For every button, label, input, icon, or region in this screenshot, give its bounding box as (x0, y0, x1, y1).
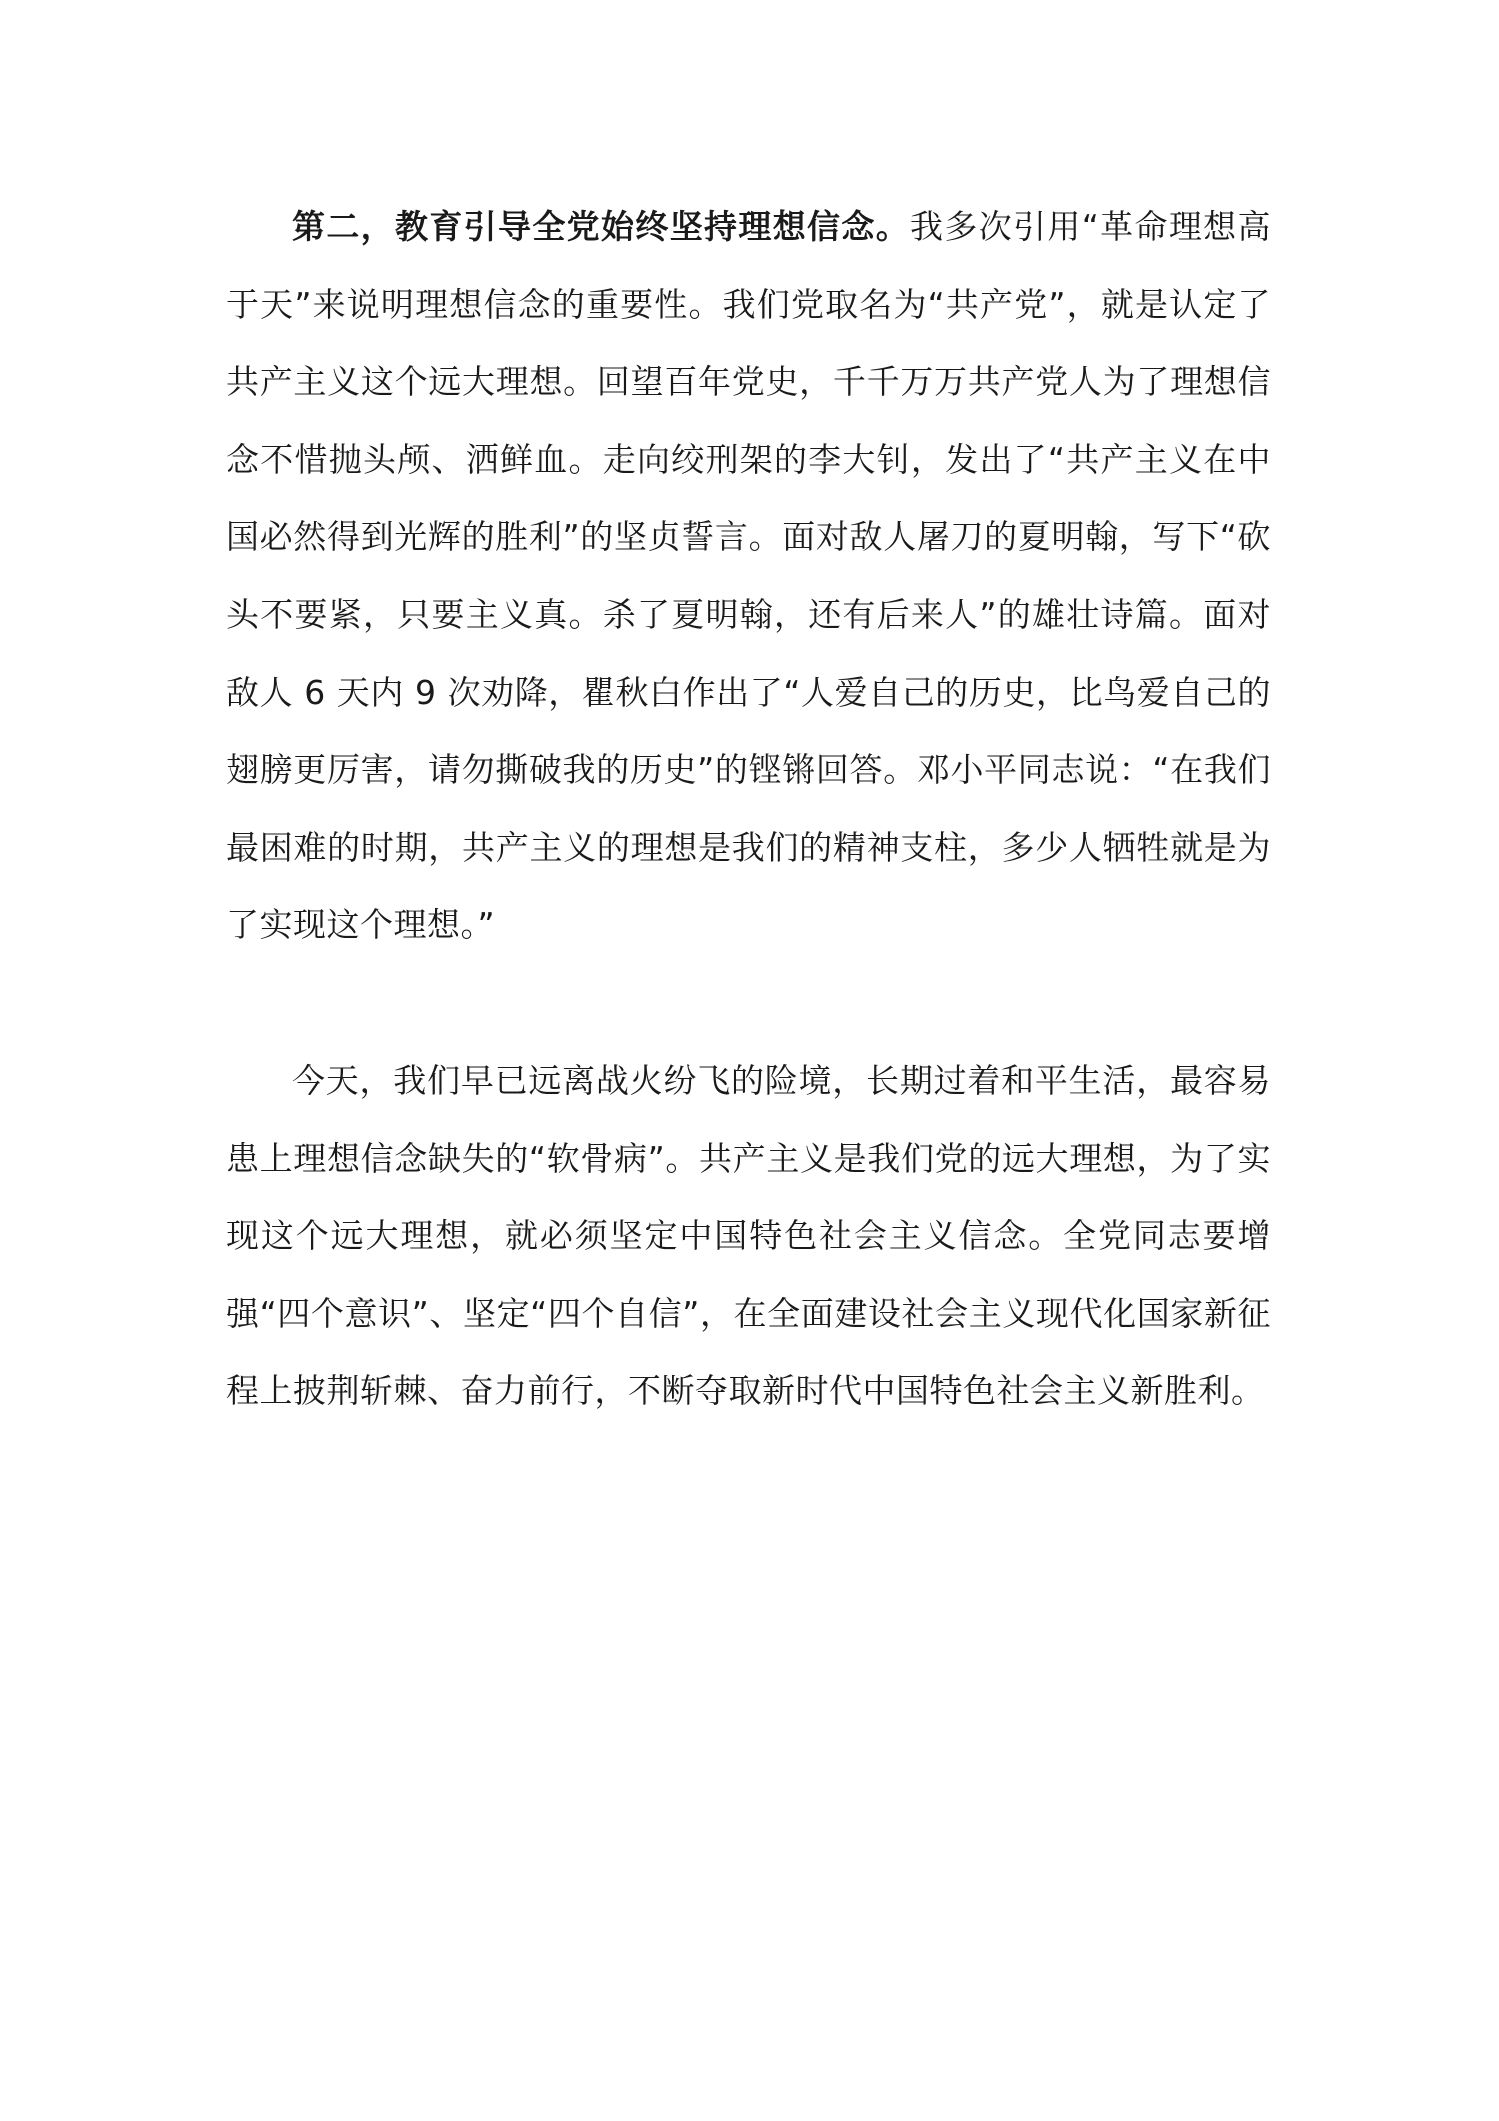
paragraph-text: 今天，我们早已远离战火纷飞的险境，长期过着和平生活，最容易患上理想信念缺失的“软骨病”。共产主义是我们党的远大理想，为了实现这个远大理想，就必须坚定中国特色社会主义信念。全党同志要增强“四个意识”、坚定“四个自信”，在全面建设社会主义现代化国家新征程上披荆斩棘、奋力前行，不断夺取新时代中国特色社会主义新胜利。 (226, 1060, 1271, 1411)
paragraph-lead-heading: 第二，教育引导全党始终坚持理想信念。 (292, 207, 911, 246)
document-body (226, 188, 1271, 1430)
paragraph-today (226, 1042, 1271, 1430)
paragraph-ideals (226, 188, 1271, 964)
paragraph-text: 我多次引用“革命理想高于天”来说明理想信念的重要性。我们党取名为“共产党”，就是认定了共产主义这个远大理想。回望百年党史，千千万万共产党人为了理想信念不惜抛头颅、洒鲜血。走向绞刑架的李大钊，发出了“共产主义在中国必然得到光辉的胜利”的坚贞誓言。面对敌人屠刀的夏明翰，写下“砍头不要紧，只要主义真。杀了夏明翰，还有后来人”的雄壮诗篇。面对敌人 6 天内 9 次劝降，瞿秋白作出了“人爱自己的历史，比鸟爱自己的翅膀更厉害，请勿撕破我的历史”的铿锵回答。邓小平同志说：“在我们最困难的时期，共产主义的理想是我们的精神支柱，多少人牺牲就是为了实现这个理想。” (226, 207, 1271, 945)
